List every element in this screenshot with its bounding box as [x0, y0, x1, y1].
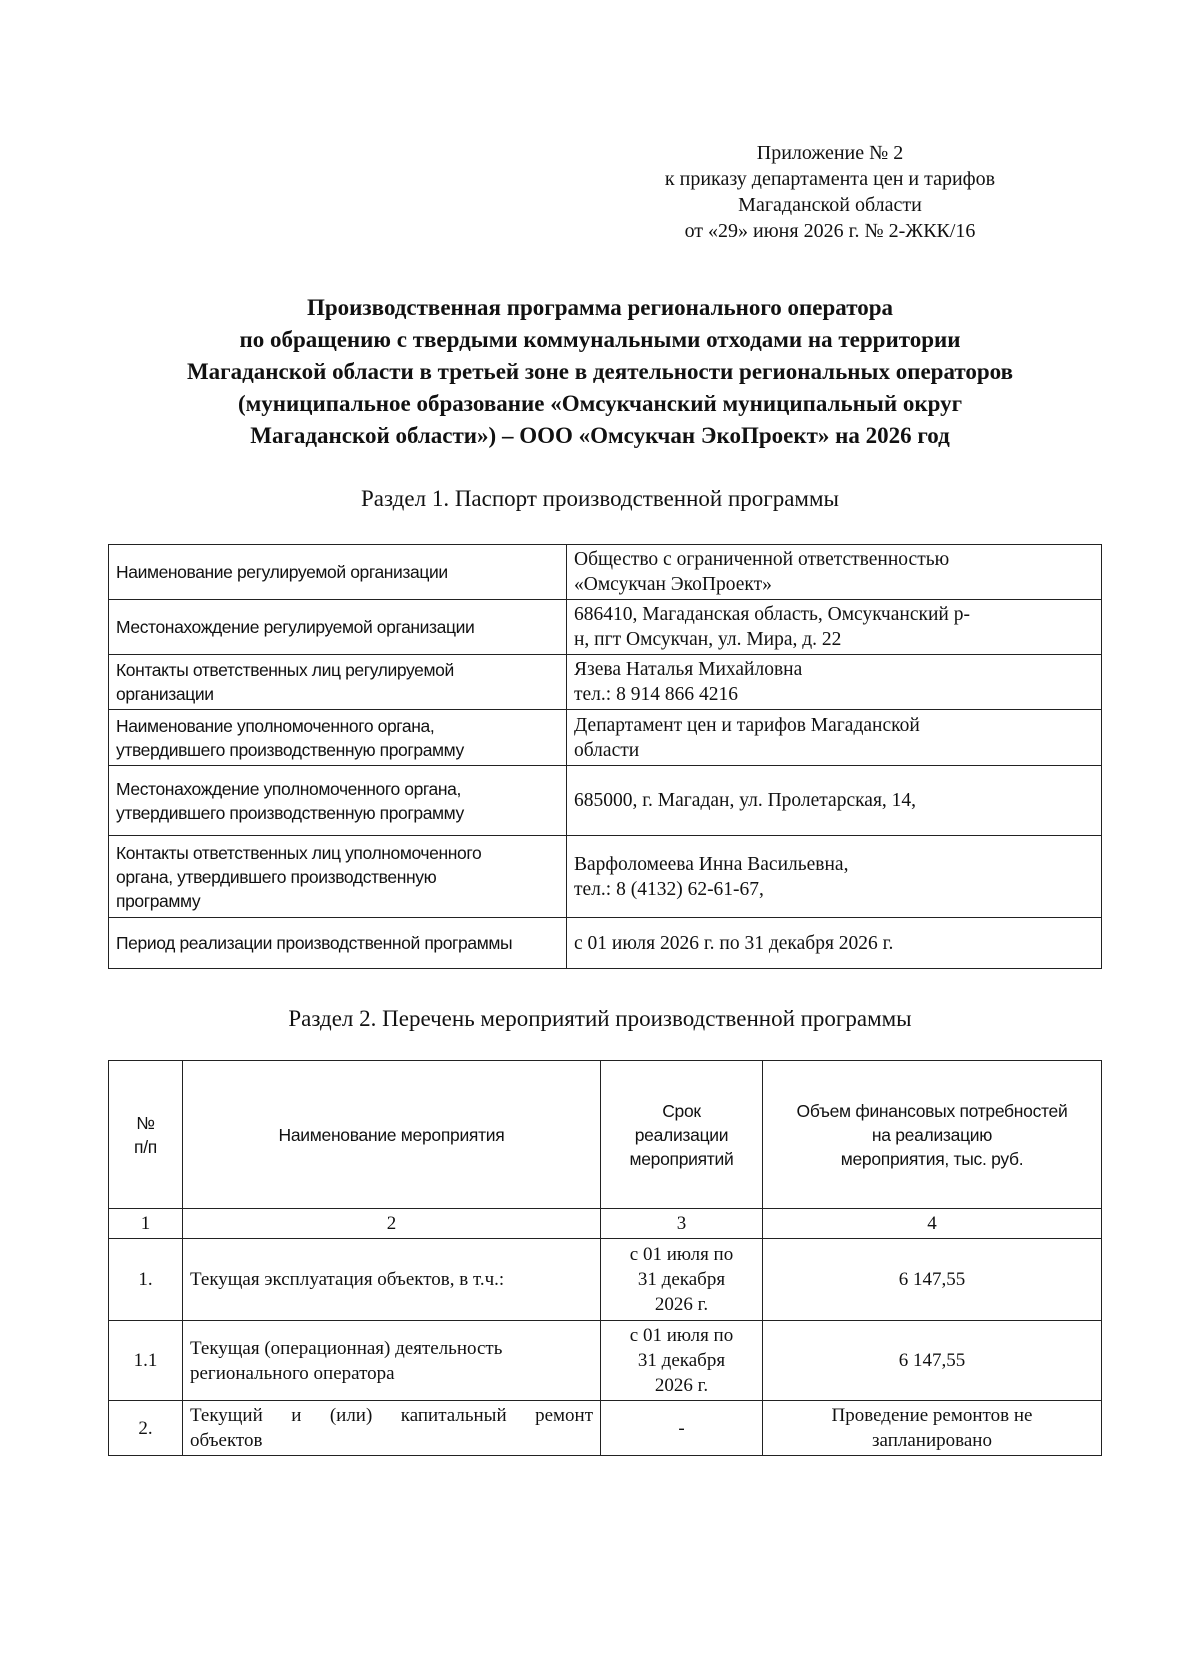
row-name: Текущая (операционная) деятельность регионального оператора [183, 1321, 601, 1401]
passport-label: Наименование регулируемой организации [109, 545, 567, 600]
table-header-row [109, 1061, 1102, 1209]
row-term: - [601, 1401, 763, 1456]
table-row [109, 1321, 1102, 1401]
passport-value: Департамент цен и тарифов Магаданской области [567, 710, 1102, 766]
title-line: Магаданской области в третьей зоне в деятельности региональных операторов [186, 359, 1014, 384]
header-num: № п/п [109, 1061, 183, 1209]
row-name: Текущая эксплуатация объектов, в т.ч.: [183, 1239, 601, 1321]
title-line: Производственная программа регионального оператора [307, 295, 893, 320]
appendix-header [620, 140, 1040, 244]
table-row [109, 766, 1102, 836]
section2-heading: Раздел 2. Перечень мероприятий производственной программы [288, 1006, 912, 1031]
table-row [109, 600, 1102, 655]
table-row [109, 545, 1102, 600]
table-row [109, 1239, 1102, 1321]
row-num: 1. [109, 1239, 183, 1321]
title-line: Магаданской области») – ООО «Омсукчан ЭкоПроект» на 2026 год [250, 423, 950, 448]
passport-label: Период реализации производственной программы [109, 918, 567, 969]
row-term: с 01 июля по 31 декабря 2026 г. [601, 1239, 763, 1321]
column-number: 1 [109, 1209, 183, 1239]
passport-label: Наименование уполномоченного органа, утвердившего производственную программу [109, 710, 567, 766]
column-number-row [109, 1209, 1102, 1239]
passport-value: Варфоломеева Инна Васильевна, тел.: 8 (4132) 62-61-67, [567, 836, 1102, 918]
title-line: (муниципальное образование «Омсукчанский муниципальный округ [237, 391, 963, 416]
row-amount: Проведение ремонтов не запланировано [763, 1401, 1102, 1456]
events-table [108, 1060, 1102, 1456]
column-number: 3 [601, 1209, 763, 1239]
row-name: Текущий и (или) капитальный ремонт объектов [183, 1401, 601, 1456]
row-amount: 6 147,55 [763, 1321, 1102, 1401]
table-row [109, 1401, 1102, 1456]
document-title [100, 292, 1100, 452]
passport-value: Язева Наталья Михайловна тел.: 8 914 866 4216 [567, 655, 1102, 710]
passport-table [108, 544, 1102, 969]
row-num: 2. [109, 1401, 183, 1456]
passport-value: с 01 июля 2026 г. по 31 декабря 2026 г. [567, 918, 1102, 969]
table-row [109, 655, 1102, 710]
appendix-line: Приложение № 2 [756, 142, 904, 164]
passport-label: Местонахождение уполномоченного органа, утвердившего производственную программу [109, 766, 567, 836]
passport-value: 686410, Магаданская область, Омсукчанский р- н, пгт Омсукчан, ул. Мира, д. 22 [567, 600, 1102, 655]
header-name: Наименование мероприятия [183, 1061, 601, 1209]
appendix-line: Магаданской области [738, 194, 922, 216]
passport-label: Местонахождение регулируемой организации [109, 600, 567, 655]
table-row [109, 918, 1102, 969]
column-number: 4 [763, 1209, 1102, 1239]
appendix-line: к приказу департамента цен и тарифов [664, 168, 996, 190]
header-term: Срок реализации мероприятий [601, 1061, 763, 1209]
row-amount: 6 147,55 [763, 1239, 1102, 1321]
title-line: по обращению с твердыми коммунальными отходами на территории [239, 327, 961, 352]
row-num: 1.1 [109, 1321, 183, 1401]
table-row [109, 836, 1102, 918]
appendix-line: от «29» июня 2026 г. № 2-ЖКК/16 [684, 220, 976, 242]
header-amount: Объем финансовых потребностей на реализацию мероприятия, тыс. руб. [763, 1061, 1102, 1209]
table-row [109, 710, 1102, 766]
section1-heading: Раздел 1. Паспорт производственной программы [361, 486, 839, 511]
passport-value: 685000, г. Магадан, ул. Пролетарская, 14, [567, 766, 1102, 836]
row-term: с 01 июля по 31 декабря 2026 г. [601, 1321, 763, 1401]
column-number: 2 [183, 1209, 601, 1239]
passport-label: Контакты ответственных лиц регулируемой организации [109, 655, 567, 710]
passport-label: Контакты ответственных лиц уполномоченного органа, утвердившего производственную программу [109, 836, 567, 918]
passport-value: Общество с ограниченной ответственностью «Омсукчан ЭкоПроект» [567, 545, 1102, 600]
